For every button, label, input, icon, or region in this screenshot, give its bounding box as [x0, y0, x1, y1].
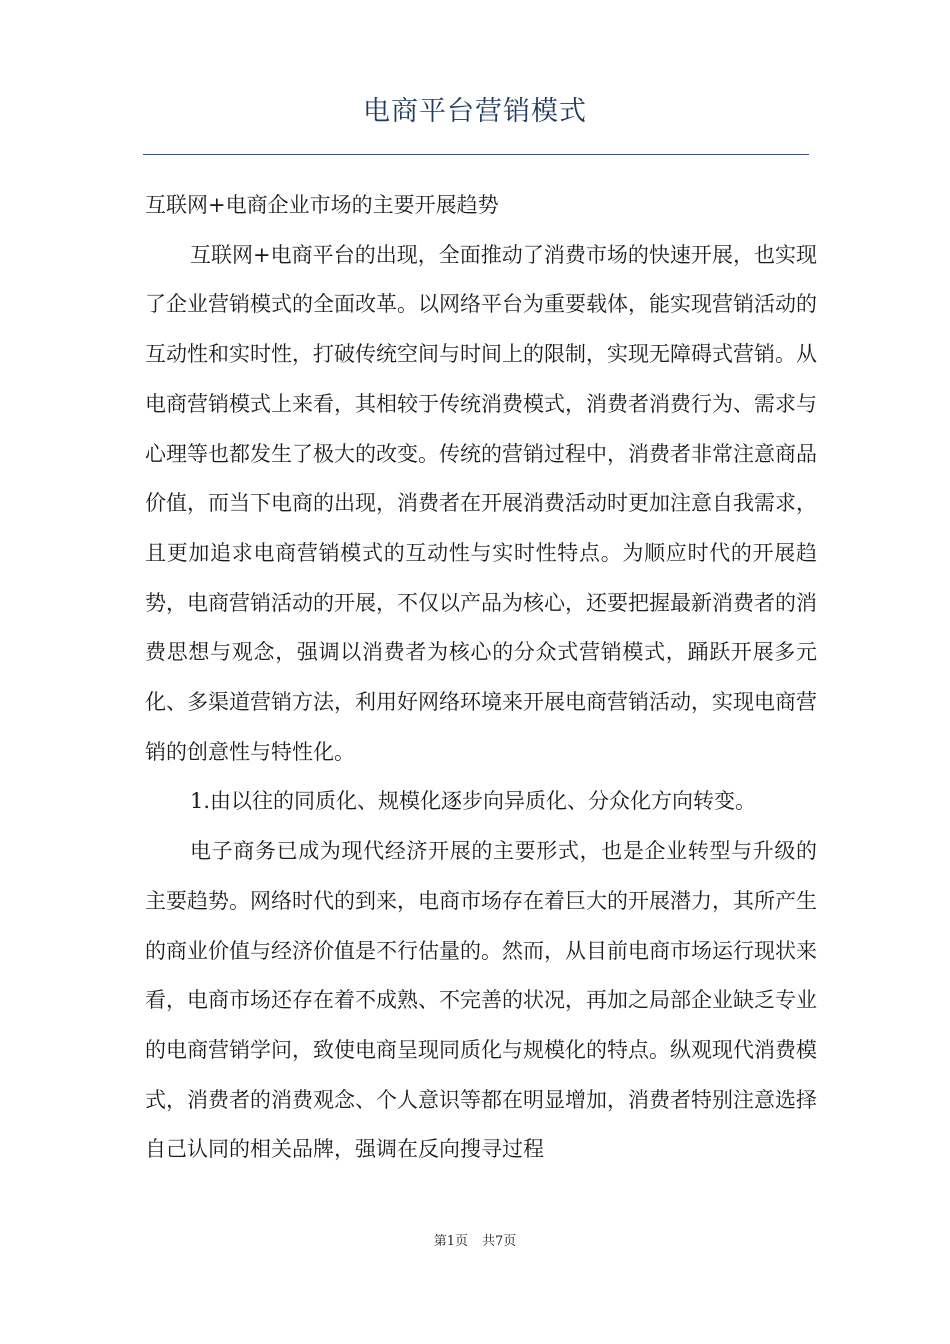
page-footer	[0, 1233, 950, 1251]
paragraph: 电子商务已成为现代经济开展的主要形式，也是企业转型与升级的主要趋势。网络时代的到来，电商市场存在着巨大的开展潜力，其所产生的商业价值与经济价值是不行估量的。然而，从目前电商市场运行现状来看，电商市场还存在着不成熟、不完善的状况，再加之局部企业缺乏专业的电商营销学问，致使电商呈现同质化与规模化的特点。纵观现代消费模式，消费者的消费观念、个人意识等都在明显增加，消费者特别注意选择自己认同的相关品牌，强调在反向搜寻过程	[145, 839, 817, 1162]
paragraph: 互联网+电商平台的出现，全面推动了消费市场的快速开展，也实现了企业营销模式的全面改革。以网络平台为重要载体，能实现营销活动的互动性和实时性，打破传统空间与时间上的限制，实现无障碍式营销。从电商营销模式上来看，其相较于传统消费模式，消费者消费行为、需求与心理等也都发生了极大的改变。传统的营销过程中，消费者非常注意商品价值，而当下电商的出现，消费者在开展消费活动时更加注意自我需求，且更加追求电商营销模式的互动性与实时性特点。为顺应时代的开展趋势，电商营销活动的开展，不仅以产品为核心，还要把握最新消费者的消费思想与观念，强调以消费者为核心的分众式营销模式，踊跃开展多元化、多渠道营销方法，利用好网络环境来开展电商营销活动，实现电商营销的创意性与特性化。	[145, 242, 817, 764]
numbered-list-item: 1.由以往的同质化、规模化逐步向异质化、分众化方向转变。	[190, 789, 757, 814]
title-divider	[143, 154, 809, 155]
page-total: 共7页	[482, 1234, 517, 1249]
section-heading: 互联网+电商企业市场的主要开展趋势	[145, 193, 499, 217]
document-body	[145, 181, 817, 1175]
page-number: 第1页	[433, 1234, 468, 1249]
page-title: 电商平台营销模式	[363, 96, 587, 127]
